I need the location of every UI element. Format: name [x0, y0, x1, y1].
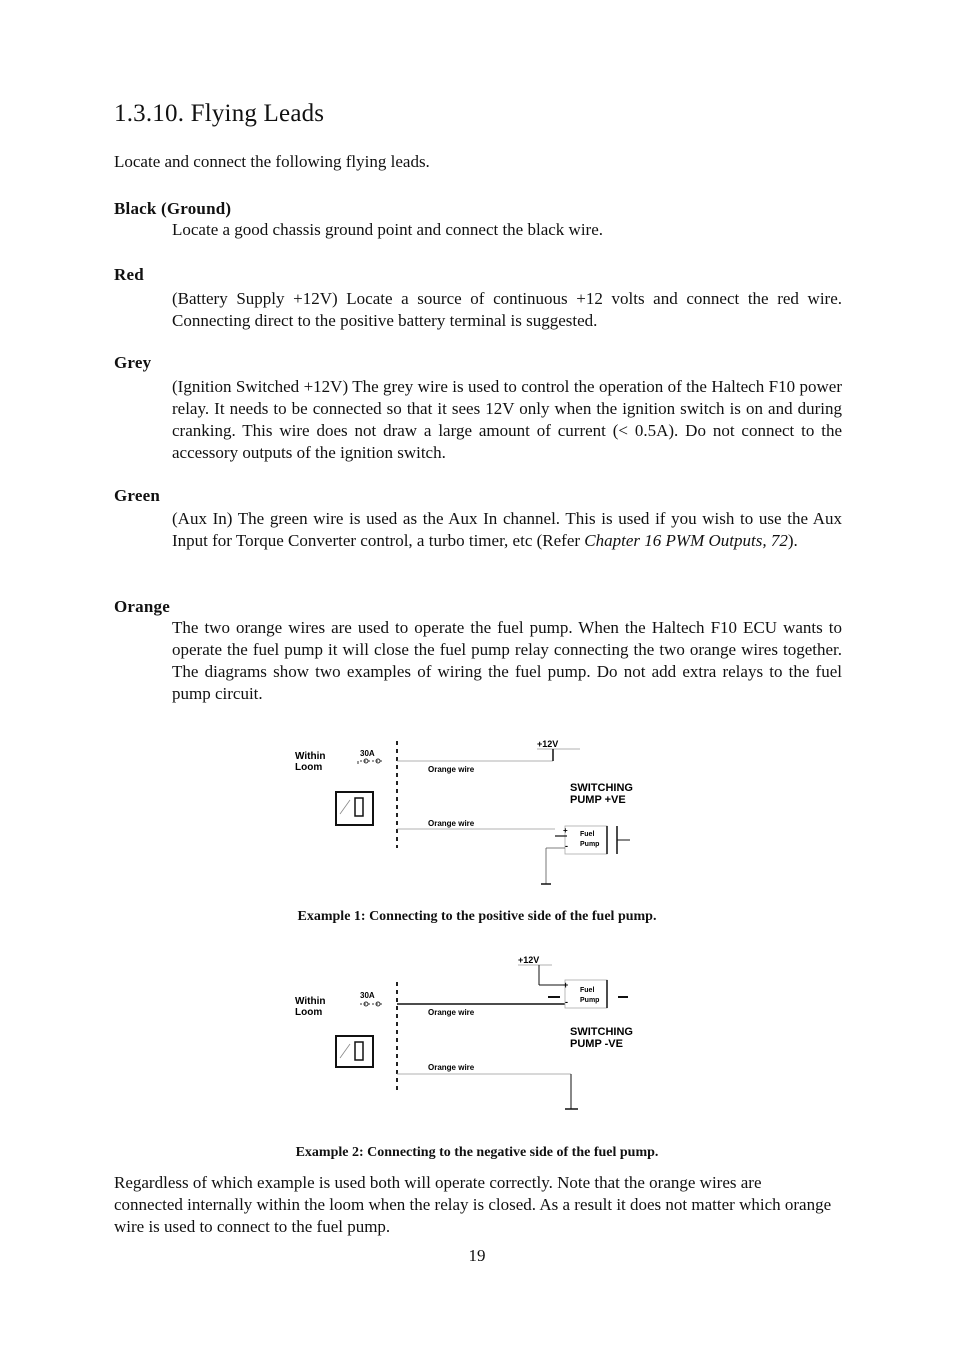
fuel-pump-label: Pump	[580, 841, 600, 848]
fuse-label: 30A	[360, 991, 375, 1000]
plus-terminal: +	[563, 980, 569, 990]
lead-term: Orange	[114, 597, 170, 616]
wiring-diagram-svg	[290, 952, 660, 1117]
orange-wire-bottom-label: Orange wire	[428, 819, 475, 828]
relay-coil	[355, 798, 363, 816]
orange-wire-top-label: Orange wire	[428, 765, 475, 774]
orange-wire-bottom-label: Orange wire	[428, 1063, 475, 1072]
lead-term: Black (Ground)	[114, 199, 232, 218]
switching-line1: SWITCHING	[570, 782, 633, 794]
fuel-pump-label: Fuel	[580, 987, 595, 994]
within-loom-line: Loom	[295, 1007, 323, 1018]
lead-orange	[114, 596, 842, 705]
within-loom-line: Within	[295, 751, 326, 762]
fuse-label: 30A	[360, 749, 375, 758]
relay-diagonal	[340, 1044, 350, 1058]
switching-line2: PUMP +VE	[570, 794, 626, 806]
relay-diagonal	[340, 800, 350, 814]
lead-black	[114, 198, 842, 241]
plus12v-label: +12V	[518, 955, 540, 965]
lead-description	[172, 508, 842, 552]
lead-description: (Ignition Switched +12V) The grey wire is used to control the operation of the Haltech F10 power relay. It needs to be connected so that it sees 12V only when the ignition switch is on and during cranking. This wire does not draw a large amount of current (< 0.5A). Do not connect to the accessory outputs of the ignition switch.	[172, 377, 842, 462]
closing-paragraph: Regardless of which example is used both will operate correctly. Note that the orange wires are connected internally within the loom when the relay is closed. As a result it does not matter which orange wire is used to connect to the fuel pump.	[114, 1173, 832, 1236]
plus12v-label: +12V	[537, 739, 559, 749]
lead-description: (Battery Supply +12V) Locate a source of continuous +12 volts and connect the red wire. Connecting direct to the positive battery terminal is suggested.	[172, 289, 842, 330]
plus-terminal: +	[563, 826, 568, 835]
section-title: 1.3.10. Flying Leads	[114, 100, 325, 127]
lead-description: Locate a good chassis ground point and connect the black wire.	[172, 220, 604, 239]
diagram2-caption: Example 2: Connecting to the negative side of the fuel pump.	[295, 1145, 659, 1160]
fuel-pump-label: Fuel	[580, 831, 595, 838]
switching-line1: SWITCHING	[570, 1026, 633, 1038]
fuel-pump-label: Pump	[580, 997, 600, 1004]
page-number: 19	[468, 1246, 486, 1265]
lead-green	[114, 485, 842, 552]
wiring-diagram-negative	[290, 952, 660, 1117]
minus-terminal: -	[565, 997, 568, 1007]
lead-term: Green	[114, 486, 161, 505]
lead-term: Red	[114, 265, 144, 284]
wiring-diagram-svg	[290, 736, 660, 891]
lead-term: Grey	[114, 353, 152, 372]
orange-wire-top-label: Orange wire	[428, 1008, 475, 1017]
within-loom-label	[295, 996, 325, 1018]
lead-grey	[114, 352, 842, 464]
reference-tail: ).	[787, 531, 798, 550]
wiring-diagram-positive	[290, 736, 660, 891]
within-loom-label	[295, 751, 325, 773]
within-loom-line: Loom	[295, 762, 323, 773]
chapter-reference: Chapter 16 PWM Outputs, 72	[584, 531, 788, 550]
lead-description: The two orange wires are used to operate the fuel pump. When the Haltech F10 ECU wants to operate the fuel pump it will close the fuel pump relay connecting the two orange wires together. The diagrams show two examples of wiring the fuel pump. Do not add extra relays to the fuel pump circuit.	[172, 618, 842, 703]
lead-description-text: (Aux In) The green wire is used as the Aux In channel. This is used if you wish to use the Aux Input for Torque Converter control, a turbo timer, etc (Refer	[172, 509, 842, 550]
lead-red	[114, 264, 842, 332]
diagram1-caption: Example 1: Connecting to the positive side of the fuel pump.	[297, 909, 657, 924]
relay-coil	[355, 1042, 363, 1060]
within-loom-line: Within	[295, 996, 326, 1007]
minus-terminal: -	[565, 841, 568, 851]
intro-paragraph: Locate and connect the following flying leads.	[114, 152, 430, 171]
switching-line2: PUMP -VE	[570, 1038, 623, 1050]
